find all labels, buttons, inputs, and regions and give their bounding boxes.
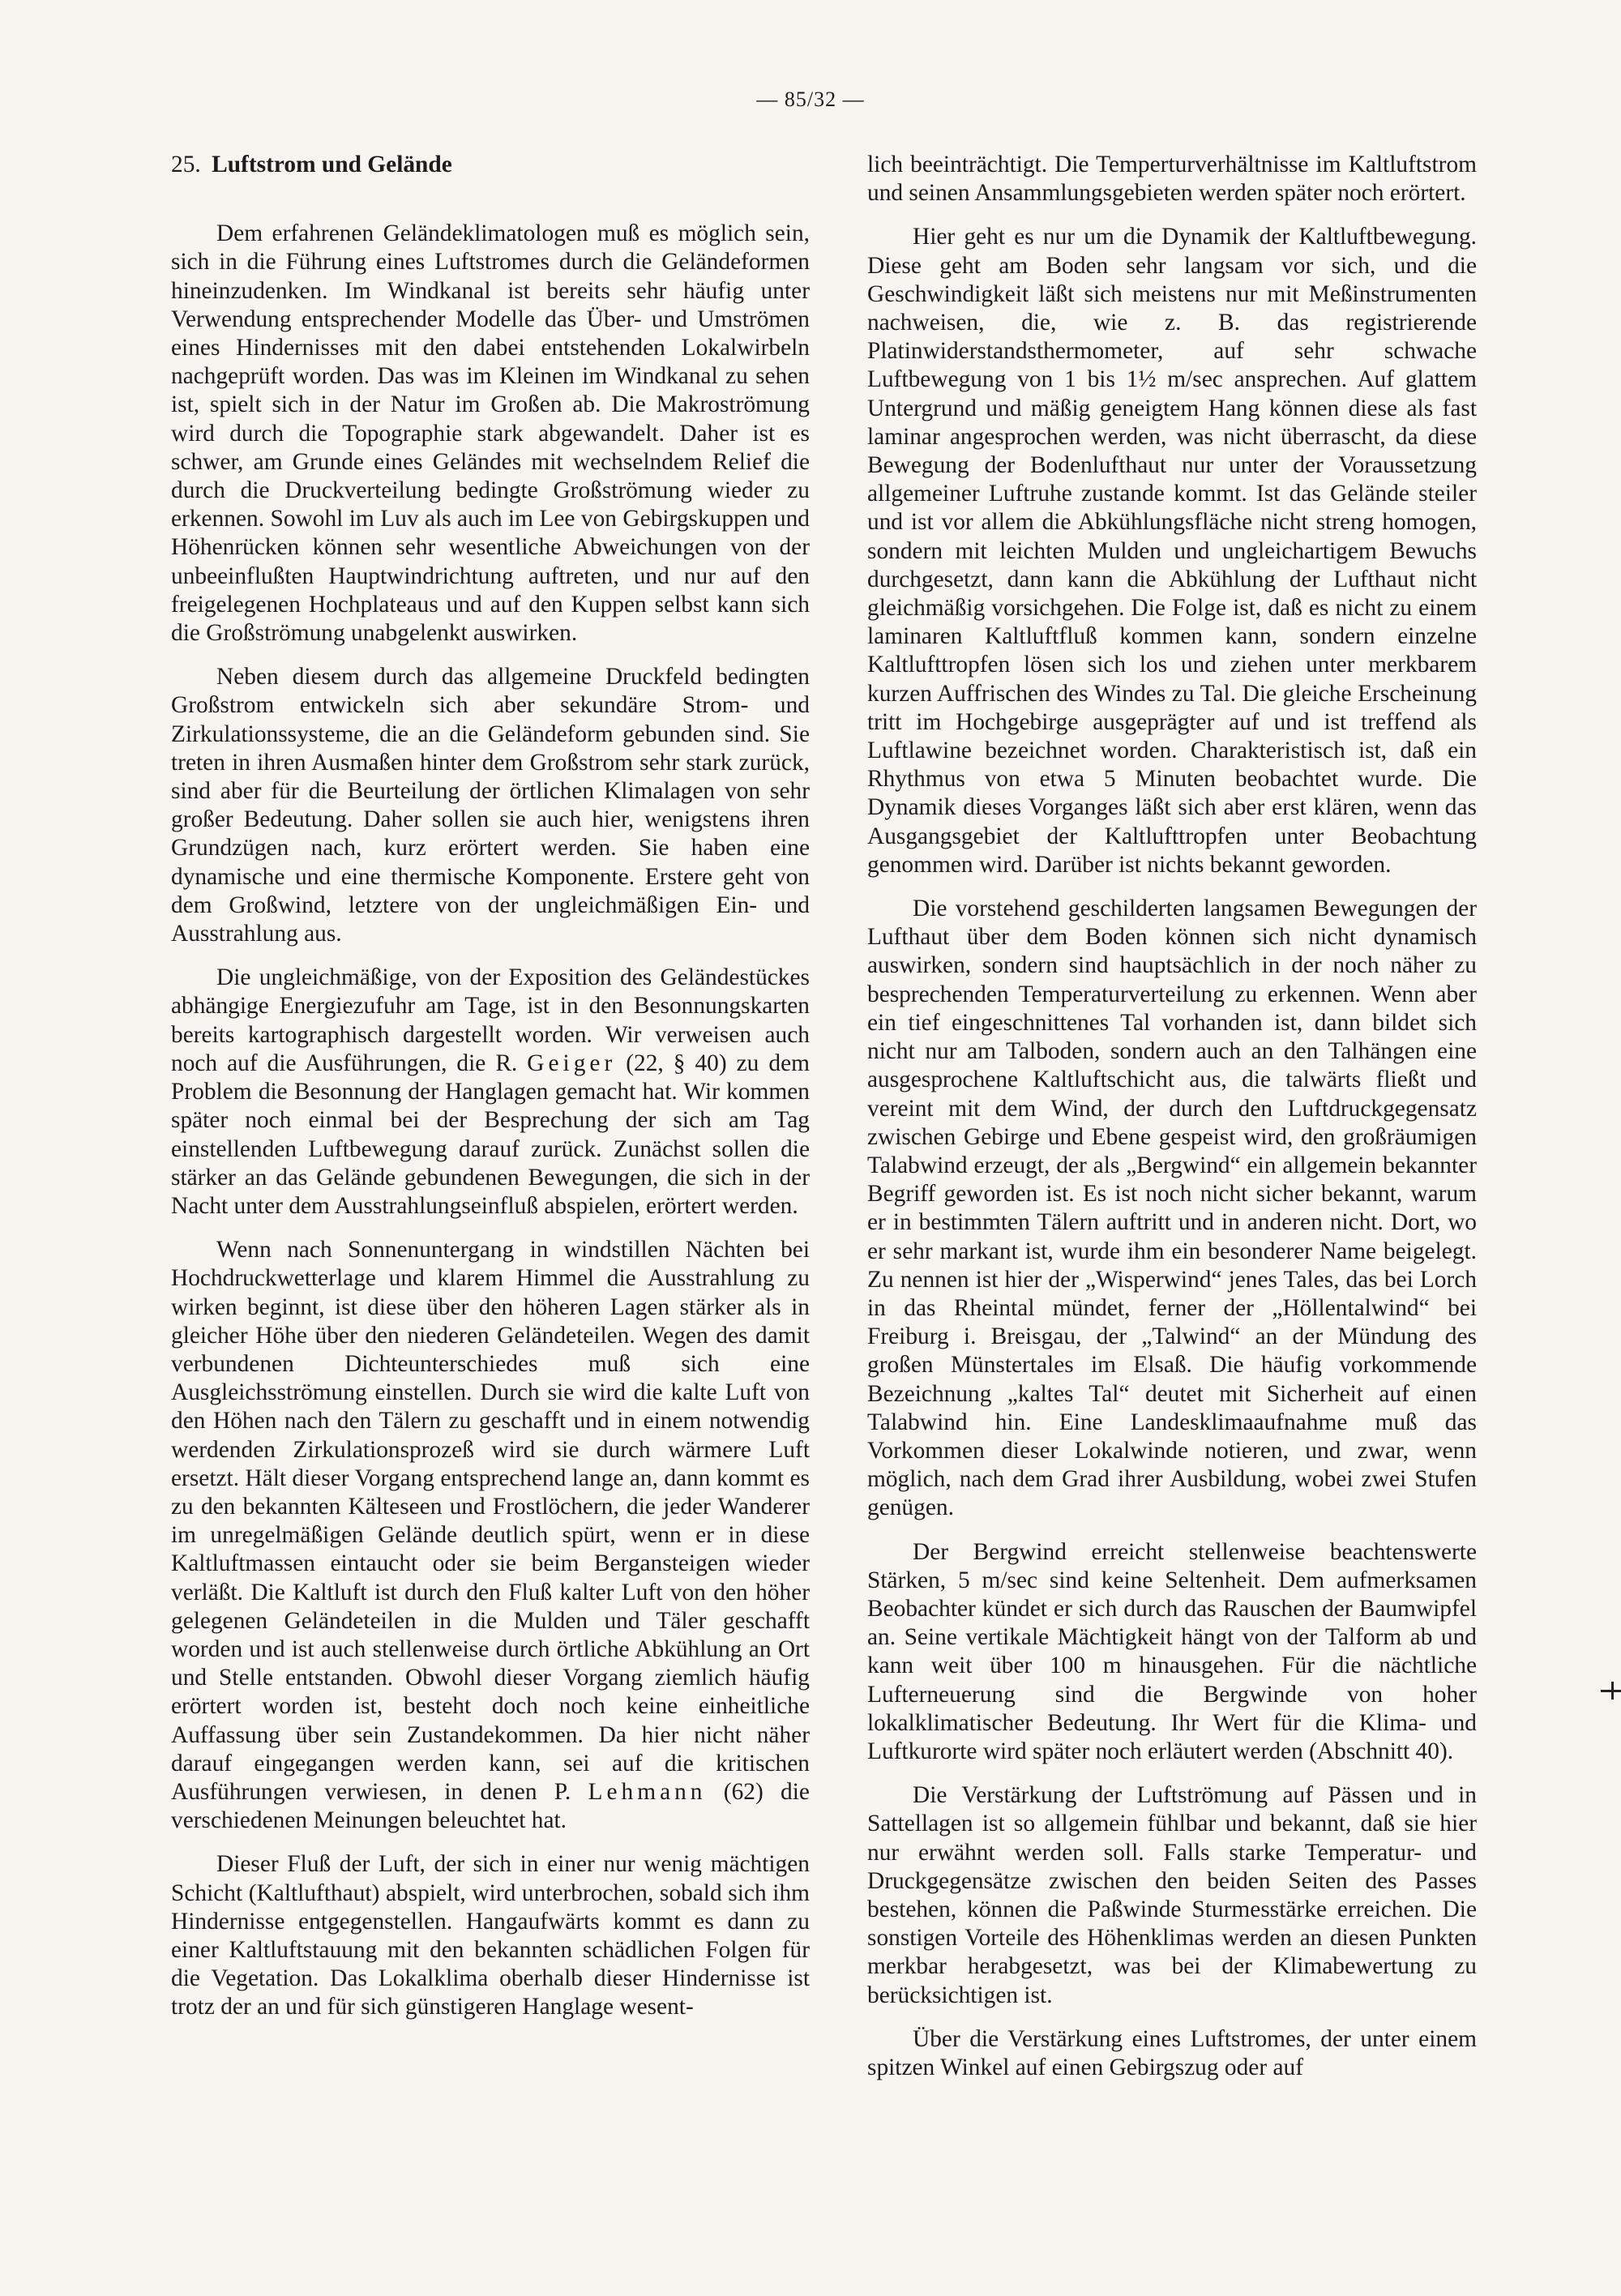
margin-mark [1611,1682,1614,1700]
section-number: 25. [171,152,201,177]
paragraph: Hier geht es nur um die Dynamik der Kaltluftbewegung. Diese geht am Boden sehr langsam vor sich, und die Geschwindigkeit läßt sich meistens nur mit Meßinstrumenten nachweisen, die, wie z. B. das registrierende Platinwiderstandsthermometer, auf sehr schwache Luftbewegung von 1 bis 1½ m/sec ansprechen. Auf glattem Untergrund und mäßig geneigtem Hang können diese als fast laminar angesprochen werden, was nicht überrascht, da diese Bewegung der Bodenlufthaut nur unter der Voraussetzung allgemeiner Luftruhe zustande kommt. Ist das Gelände steiler und ist vor allem die Abkühlungsfläche nicht streng homogen, sondern mit leichten Mulden und ungleichartigem Bewuchs durchgesetzt, dann kann die Abkühlung der Lufthaut nicht gleichmäßig vorsichgehen. Die Folge ist, daß es nicht zu einem laminaren Kaltluftfluß kommen kann, sondern einzelne Kaltlufttropfen lösen sich los und ziehen unter merkbarem kurzen Auffrischen des Windes zu Tal. Die gleiche Erscheinung tritt im Hochgebirge ausgeprägter auf und ist treffend als Luftlawine bezeichnet worden. Charakteristisch ist, daß ein Rhythmus von etwa 5 Minuten beobachtet wurde. Die Dynamik dieses Vorganges läßt sich aber erst klären, wenn das Ausgangsgebiet der Kaltlufttropfen unter Beobachtung genommen wird. Darüber ist nichts bekannt geworden. [867,224,1477,878]
paragraph: Die vorstehend geschilderten langsamen Bewegungen der Lufthaut über dem Boden können sich nicht dynamisch auswirken, sondern sind hauptsächlich in der noch näher zu besprechenden Temperaturverteilung zu erkennen. Wenn aber ein tief eingeschnittenes Tal vorhanden ist, dann bildet sich nicht nur am Talboden, sondern auch an den Talhängen eine ausgesprochene Kaltluftschicht aus, die talwärts fließt und vereint mit dem Wind, der durch den Luftdruckgegensatz zwischen Gebirge und Ebene gespeist wird, den großräumigen Talabwind erzeugt, der als „Bergwind“ ein allgemein bekannter Begriff geworden ist. Es ist noch nicht sicher bekannt, warum er in bestimmten Tälern auftritt und in anderen nicht. Dort, wo er sehr markant ist, wurde ihm ein besonderer Name beigelegt. Zu nennen ist hier der „Wisperwind“ jenes Tales, das bei Lorch in das Rheintal mündet, ferner der „Höllentalwind“ bei Freiburg i. Breisgau, der „Talwind“ an der Mündung des großen Münstertales im Elsaß. Die häufig vorkommende Bezeichnung „kaltes Tal“ deutet mit Sicherheit auf einen Talabwind hin. Eine Landesklimaaufnahme muß das Vorkommen dieser Lokalwinde notieren, und zwar, wenn möglich, nach dem Grad ihrer Ausbildung, wobei zwei Stufen genügen. [867,896,1477,1521]
paragraph [171,964,810,1221]
right-column [867,151,1477,2097]
author-name: Lehmann [588,1778,707,1805]
paragraph: Neben diesem durch das allgemeine Druckfeld bedingten Großstrom entwickeln sich aber sekundäre Strom- und Zirkulationssysteme, die an die Geländeform gebunden sind. Sie treten in ihren Ausmaßen hinter dem Großstrom sehr stark zurück, sind aber für die Beurteilung der örtlichen Klimalagen von sehr großer Bedeutung. Daher sollen sie auch hier, wenigstens ihren Grundzügen nach, kurz erörtert werden. Sie haben eine dynamische und eine thermische Komponente. Erstere geht von dem Großwind, letztere von der ungleichmäßigen Ein- und Ausstrahlung aus. [171,664,810,947]
author-name: Geiger [527,1050,617,1076]
paragraph-text: (62) die verschiedenen Meinungen beleuchtet hat. [171,1778,810,1834]
paragraph: Der Bergwind erreicht stellenweise beachtenswerte Stärken, 5 m/sec sind keine Seltenheit. Dem aufmerksamen Beobachter kündet er sich durch das Rauschen der Baumwipfel an. Seine vertikale Mächtigkeit hängt von der Talform ab und kann weit über 100 m hinausgehen. Für die nächtliche Lufterneuerung sind die Bergwinde von hoher lokalklimatischer Bedeutung. Ihr Wert für die Klima- und Luftkurorte wird später noch erläutert werden (Abschnitt 40). [867,1538,1477,1764]
paragraph-text: Wenn nach Sonnenuntergang in windstillen Nächten bei Hochdruckwetterlage und klarem Himmel die Ausstrahlung zu wirken beginnt, ist diese über den höheren Lagen stärker als in gleicher Höhe über den niederen Geländeteilen. Wegen des damit verbundenen Dichteunterschiedes muß sich eine Ausgleichsströmung einstellen. Durch sie wird die kalte Luft von den Höhen nach den Tälern zu geschafft und in einem notwendig werdenden Zirkulationsprozeß wird sie durch wärmere Luft ersetzt. Hält dieser Vorgang entsprechend lange an, dann kommt es zu den bekannten Kälteseen und Frostlöchern, die jeder Wanderer im unregelmäßigen Gelände deutlich spürt, wenn er in diese Kaltluftmassen eintaucht oder sie beim Bergansteigen wieder verläßt. Die Kaltluft ist durch den Fluß kalter Luft von den höher gelegenen Geländeteilen in die Mulden und Täler geschafft worden und ist auch stellenweise durch örtliche Abkühlung an Ort und Stelle entstanden. Obwohl dieser Vorgang ziemlich häufig erörtert worden ist, besteht doch noch keine einheitliche Auffassung über sein Zustandekommen. Da hier nicht näher darauf eingegangen werden kann, sei auf die kritischen Ausführungen verwiesen, in denen P. [171,1237,810,1805]
left-column [171,151,810,2037]
paragraph-text: (22, § 40) zu dem Problem die Besonnung der Hanglagen gemacht hat. Wir kommen später noch einmal bei der Besprechung der sich am Tag einstellenden Luftbewegung darauf zurück. Zunächst sollen die stärker an das Gelände gebundenen Bewegungen, die sich in der Nacht unter dem Ausstrahlungseinfluß abspielen, erörtert werden. [171,1050,810,1219]
paragraph: Die Verstärkung der Luftströmung auf Pässen und in Sattellagen ist so allgemein fühlbar und bekannt, daß sie hier nur erwähnt werden soll. Falls starke Temperatur- und Druckgegensätze zwischen den beiden Seiten des Passes bestehen, können die Paßwinde Sturmesstärke erreichen. Die sonstigen Vorteile des Höhenklimas werden an diesen Punkten merkbar herabgesetzt, was bei der Klimabewertung zu berücksichtigen ist. [867,1782,1477,2008]
paragraph-text: Die ungleichmäßige, von der Exposition des Geländestückes abhängige Energiezufuhr am Tage, ist in den Besonnungskarten bereits kartographisch dargestellt worden. Wir verweisen auch noch auf die Ausführungen, die R. [171,964,810,1076]
paragraph [171,1236,810,1835]
section-heading [171,151,810,179]
paragraph: Dem erfahrenen Geländeklimatologen muß es möglich sein, sich in die Führung eines Luftstromes durch die Geländeformen hineinzudenken. Im Windkanal ist bereits sehr häufig unter Verwendung entsprechender Modelle das Über- und Umströmen eines Hindernisses mit den dabei entstehenden Lokalwirbeln nachgeprüft worden. Das was im Kleinen im Windkanal zu sehen ist, spielt sich in der Natur im Großen ab. Die Makroströmung wird durch die Topographie stark abgewandelt. Daher ist es schwer, am Grunde eines Geländes mit wechselndem Relief die durch die Druckverteilung bedingte Großströmung wieder zu erkennen. Sowohl im Luv als auch im Lee von Gebirgskuppen und Höhenrücken können sehr wesentliche Abweichungen von der unbeeinflußten Hauptwindrichtung auftreten, und nur auf den freigelegenen Hochplateaus und auf den Kuppen selbst kann sich die Großströmung unabgelenkt auswirken. [171,220,810,647]
paragraph: lich beeinträchtigt. Die Temperturverhältnisse im Kaltluftstrom und seinen Ansammlungsgebieten werden später noch erörtert. [867,152,1477,207]
section-title: Luftstrom und Gelände [212,152,452,177]
paragraph: Dieser Fluß der Luft, der sich in einer nur wenig mächtigen Schicht (Kaltlufthaut) abspielt, wird unterbrochen, sobald sich ihm Hindernisse entgegenstellen. Hangaufwärts kommt es dann zu einer Kaltluftstauung mit den bekannten schädlichen Folgen für die Vegetation. Das Lokalklima oberhalb dieser Hindernisse ist trotz der an und für sich günstigeren Hanglage wesent- [171,1851,810,2020]
paragraph: Über die Verstärkung eines Luftstromes, der unter einem spitzen Winkel auf einen Gebirgszug oder auf [867,2025,1477,2080]
page-number: — 85/32 — [756,88,865,111]
